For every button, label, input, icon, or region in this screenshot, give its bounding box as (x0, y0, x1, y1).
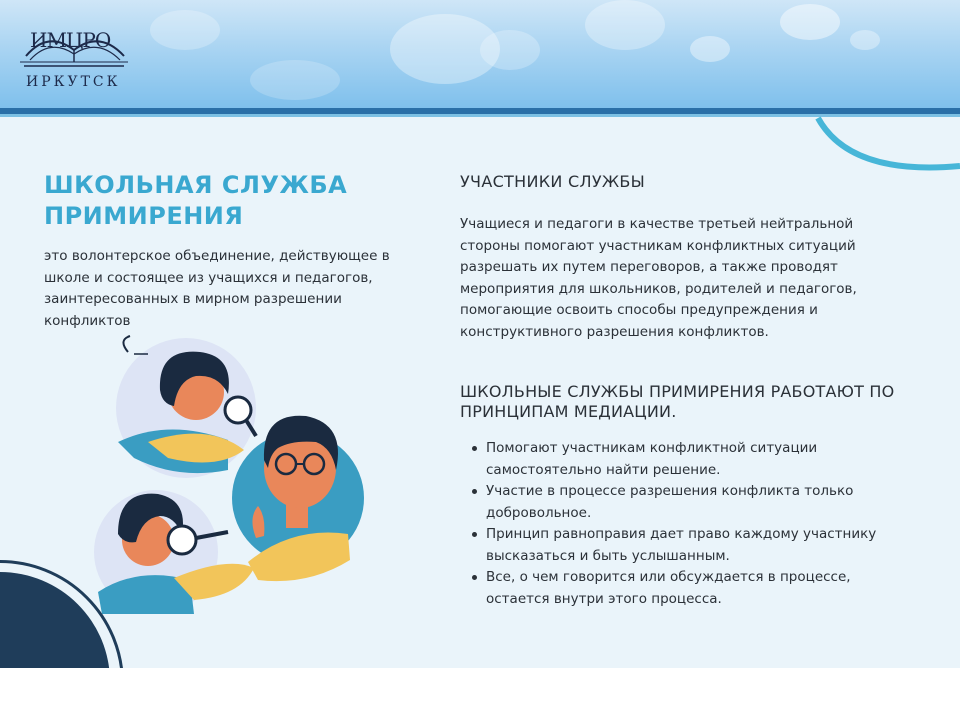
participants-heading: УЧАСТНИКИ СЛУЖБЫ (460, 172, 646, 191)
page-title (44, 170, 347, 232)
list-item (472, 524, 912, 567)
list-item-text: Участие в процессе разрешения конфликта только добровольное. (486, 483, 854, 521)
list-item-text: Помогают участникам конфликтной ситуации самостоятельно найти решение. (486, 440, 818, 478)
bullet-icon (472, 575, 477, 580)
logo (18, 10, 130, 96)
decorative-arc (790, 110, 960, 180)
logo-text-bottom: ИРКУТСК (26, 74, 121, 90)
header-banner (0, 0, 960, 108)
list-item (472, 481, 912, 524)
mediation-heading: ШКОЛЬНЫЕ СЛУЖБЫ ПРИМИРЕНИЯ РАБОТАЮТ ПО ПРИНЦИПАМ МЕДИАЦИИ. (460, 382, 895, 421)
page-title-line1: ШКОЛЬНАЯ СЛУЖБА (44, 171, 348, 199)
bullet-icon (472, 532, 477, 537)
mediation-illustration (78, 330, 378, 620)
logo-text-top: ИМЦРО (30, 28, 111, 52)
page-title-line2: ПРИМИРЕНИЯ (44, 202, 244, 230)
list-item-text: Все, о чем говорится или обсуждается в процессе, остается внутри этого процесса. (486, 569, 851, 607)
bullet-icon (472, 489, 477, 494)
principles-list (472, 438, 912, 610)
list-item (472, 567, 912, 610)
bullet-icon (472, 446, 477, 451)
list-item (472, 438, 912, 481)
participants-paragraph: Учащиеся и педагоги в качестве третьей нейтральной стороны помогают участникам конфликтных ситуаций разрешать их путем переговоров, а также проводят мероприятия для школьников, родителей и педагогов, помогающие освоить способы предупреждения и конструктивного разрешения конфликтов. (460, 216, 857, 340)
definition-text: это волонтерское объединение, действующее в школе и состоящее из учащихся и педагогов, заинтересованных в мирном разрешении конфликтов (44, 248, 390, 329)
list-item-text: Принцип равноправия дает право каждому участнику высказаться и быть услышанным. (486, 526, 877, 564)
